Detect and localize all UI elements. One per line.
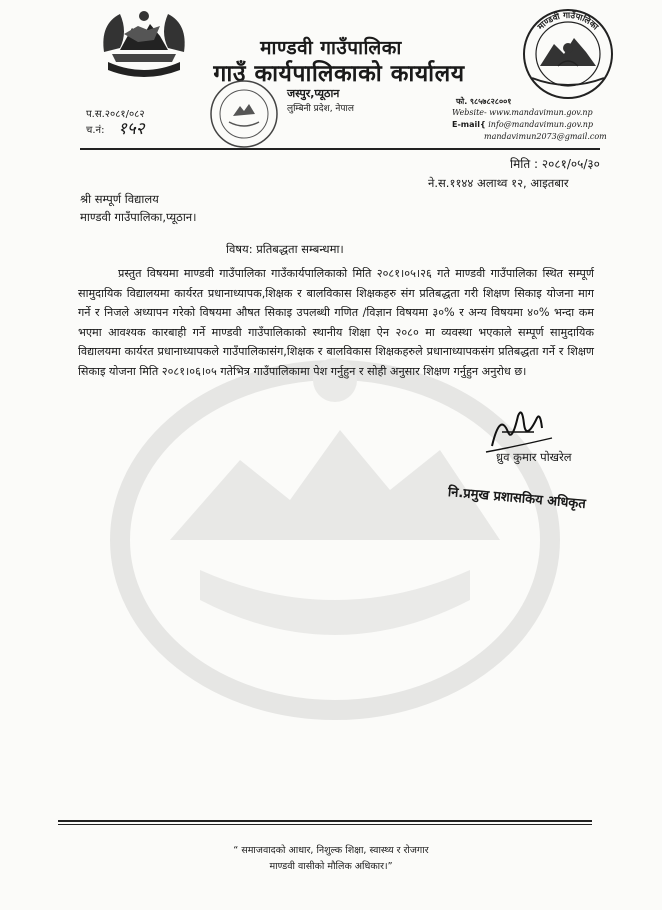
right-emblem-text: माण्डवी गाउँपालिका xyxy=(536,10,600,33)
phone-label: फो. xyxy=(456,97,468,106)
website-label: Website- xyxy=(452,108,487,117)
email-info xyxy=(452,120,593,129)
letter-body: प्रस्तुत विषयमा माण्डवी गाउँपालिका गाउँकार्यपालिकाको मिति २०८१।०५।२६ गते माण्डवी गाउँपालिका स्थित सम्पूर्ण सामुदायिक विद्यालयमा कार्यरत प्रधानाध्यापक,शिक्षक र बालविकास शिक्षकहरु संग प्रतिबद्धता गरी शिक्षण सिकाइ योजना माग गर्ने र निजले अध्यापन गरेको विषयमा औषत सिकाइ उपलब्धी गणित /विज्ञान विषयमा ३०% र अन्य विषयमा ४०% भन्दा कम भएमा आवश्यक कारबाही गर्ने माण्डवी गाउँपालिकाको स्थानीय शिक्षा ऐन २०८० मा व्यवस्था भएकाले सम्पूर्ण सामुदायिक विद्यालयमा कार्यरत प्रधानाध्यापकले गाउँपालिकासंग,शिक्षक र बालविकास शिक्षकहरुले प्रधानाध्यापकसंग प्रतिबद्धता गर्ने र शिक्षण सिकाइ योजना मिति २०८१।०६।०५ गतेभित्र गाउँपालिकामा पेश गर्नुहुन र सोही अनुसार शिक्षण गर्नुहुन अनुरोध छ। xyxy=(78,267,594,378)
municipality-logo-icon xyxy=(518,8,618,100)
recipient-line-1: श्री सम्पूर्ण विद्यालय xyxy=(80,192,159,206)
address-line-2: लुम्बिनी प्रदेश, नेपाल xyxy=(287,104,354,114)
phone-info xyxy=(456,96,511,107)
bs-date: मिति : २०८१/०५/३० xyxy=(510,157,600,171)
email-label: E-mail{ xyxy=(452,120,486,129)
watermark-emblem-icon xyxy=(110,340,560,720)
footer-slogan-line-1: “ समाजवादको आधार, निशुल्क शिक्षा, स्वास्थ्य र रोजगार xyxy=(233,845,429,856)
footer-divider-thin xyxy=(58,824,592,825)
reference-number-value: १५२ xyxy=(118,119,145,139)
footer-divider xyxy=(58,820,592,822)
office-stamp-icon xyxy=(207,78,281,150)
website-info xyxy=(452,108,593,117)
signer-name: ध्रुव कुमार पोखरेल xyxy=(496,450,572,464)
address-line-1: जस्पुर,प्यूठान xyxy=(287,87,340,100)
footer-slogan-line-2: माण्डवी वासीको मौलिक अधिकार।” xyxy=(269,861,393,872)
phone-value: ९८५७८२८००१ xyxy=(469,97,512,106)
reference-number-label: च.नं: xyxy=(86,125,105,136)
municipality-name: माण्डवी गाउँपालिका xyxy=(260,37,402,59)
header-divider xyxy=(80,148,600,150)
website-value: www.mandavimun.gov.np xyxy=(489,108,593,117)
recipient-line-2: माण्डवी गाउँपालिका,प्यूठान। xyxy=(80,210,197,224)
email-value-2: mandavimun2073@gmail.com xyxy=(484,132,607,141)
email-value-1: info@mandavimun.gov.np xyxy=(488,120,593,129)
reference-year: प.स.२०८१/०८२ xyxy=(86,109,145,120)
office-name-text: गाउँ कार्यपालिकाको कार्यालय xyxy=(213,61,465,87)
ns-date: ने.स.११४४ अलाथ्व १२, आइतबार xyxy=(428,176,569,190)
signer-title: नि.प्रमुख प्रशासकिय अधिकृत xyxy=(447,485,587,513)
letter-subject: विषय: प्रतिबद्धता सम्बन्धमा। xyxy=(226,242,344,256)
